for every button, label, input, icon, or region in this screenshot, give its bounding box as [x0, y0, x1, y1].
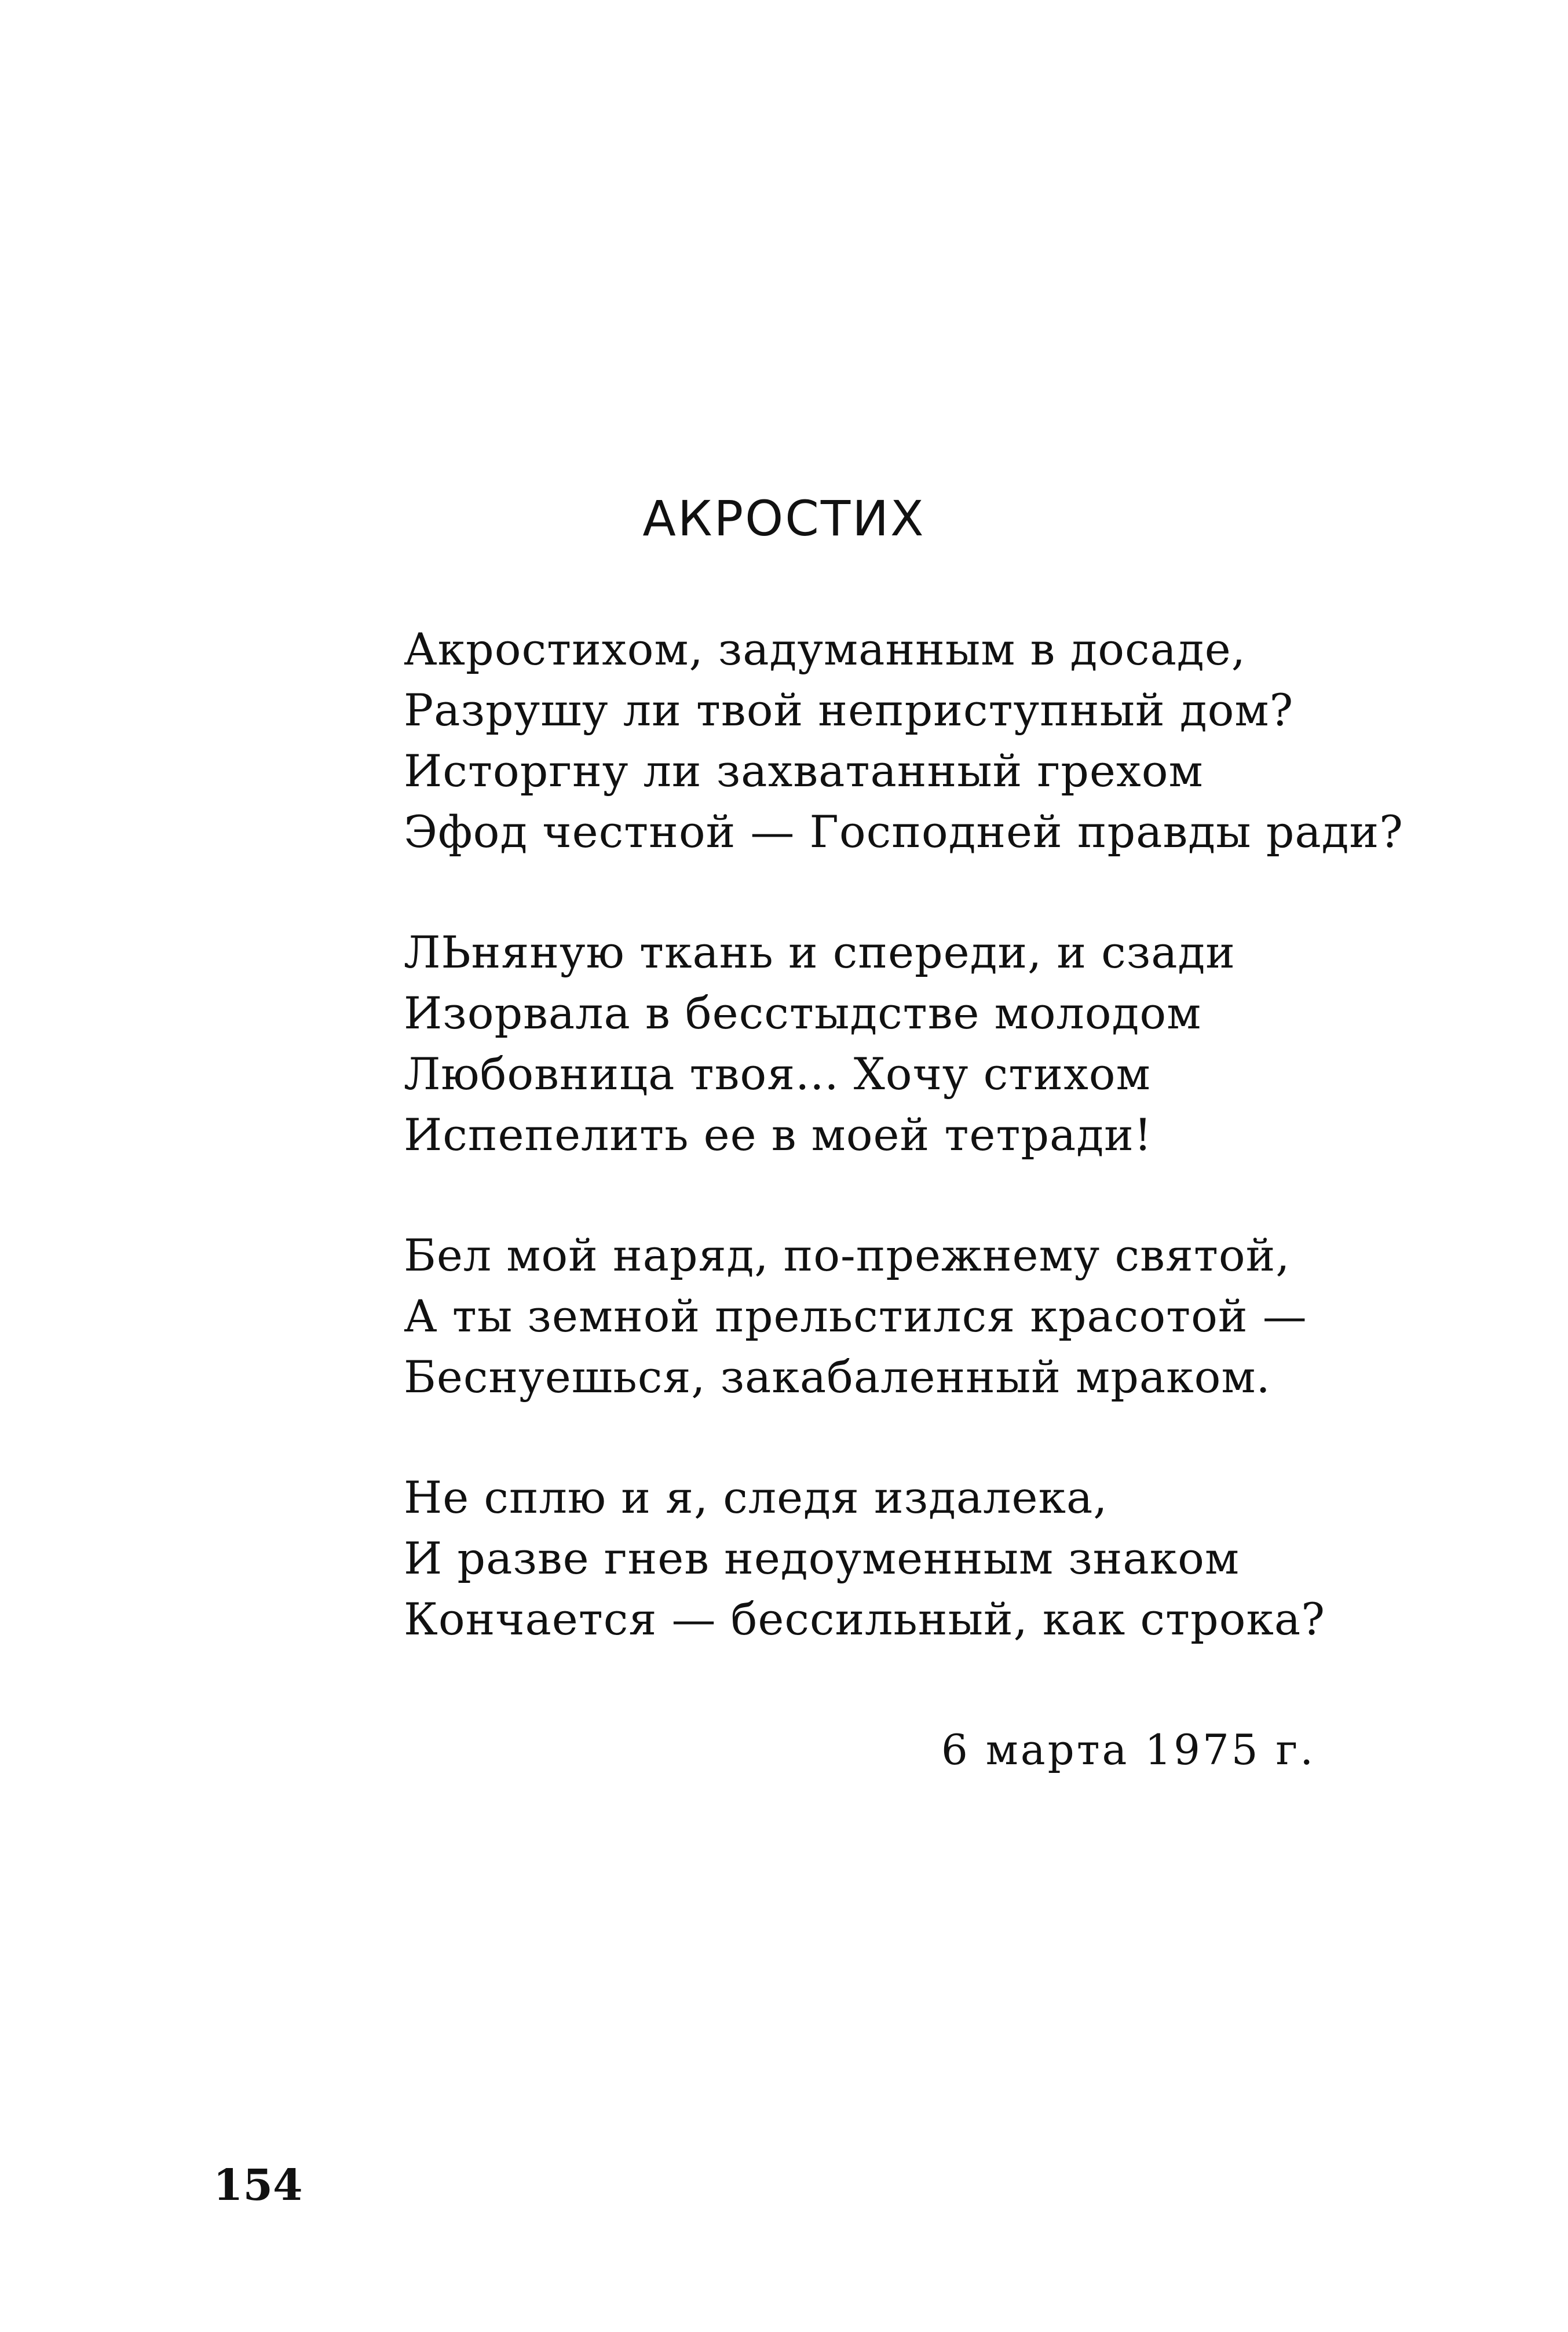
poem-line: Акростихом, задуманным в досаде,	[404, 623, 1246, 675]
stanza-1	[404, 619, 1403, 862]
poem-line: Изорвала в бесстыдстве молодом	[404, 987, 1202, 1039]
poem-line: Исторгну ли захватанный грехом	[404, 745, 1204, 797]
poem-line: Не сплю и я, следя издалека,	[404, 1472, 1108, 1523]
page-number: 154	[213, 2161, 303, 2210]
poem-line: Кончается — бессильный, как строка?	[404, 1593, 1325, 1645]
stanza-2	[404, 922, 1388, 1165]
poem-line: Беснуешься, закабаленный мраком.	[404, 1351, 1271, 1403]
poem-line: И разве гнев недоуменным знаком	[404, 1532, 1240, 1584]
poem-line: Любовница твоя... Хочу стихом	[404, 1048, 1151, 1100]
poem-line: Разрушу ли твой неприступный дом?	[404, 684, 1294, 736]
stanza-3	[404, 1225, 1388, 1407]
poem-line: Испепелить ее в моей тетради!	[404, 1109, 1153, 1160]
poem-body	[404, 619, 1403, 1709]
poem-line: ЛЬняную ткань и спереди, и сзади	[404, 926, 1236, 978]
poem-line: Эфод честной — Господней правды ради?	[404, 806, 1403, 857]
poem-line: Бел мой наряд, по-прежнему святой,	[404, 1229, 1291, 1281]
stanza-4	[404, 1467, 1388, 1649]
poem-title: АКРОСТИХ	[642, 490, 926, 547]
poem-line: А ты земной прельстился красотой —	[404, 1290, 1307, 1342]
poem-date: 6 марта 1975 г.	[941, 1725, 1316, 1774]
